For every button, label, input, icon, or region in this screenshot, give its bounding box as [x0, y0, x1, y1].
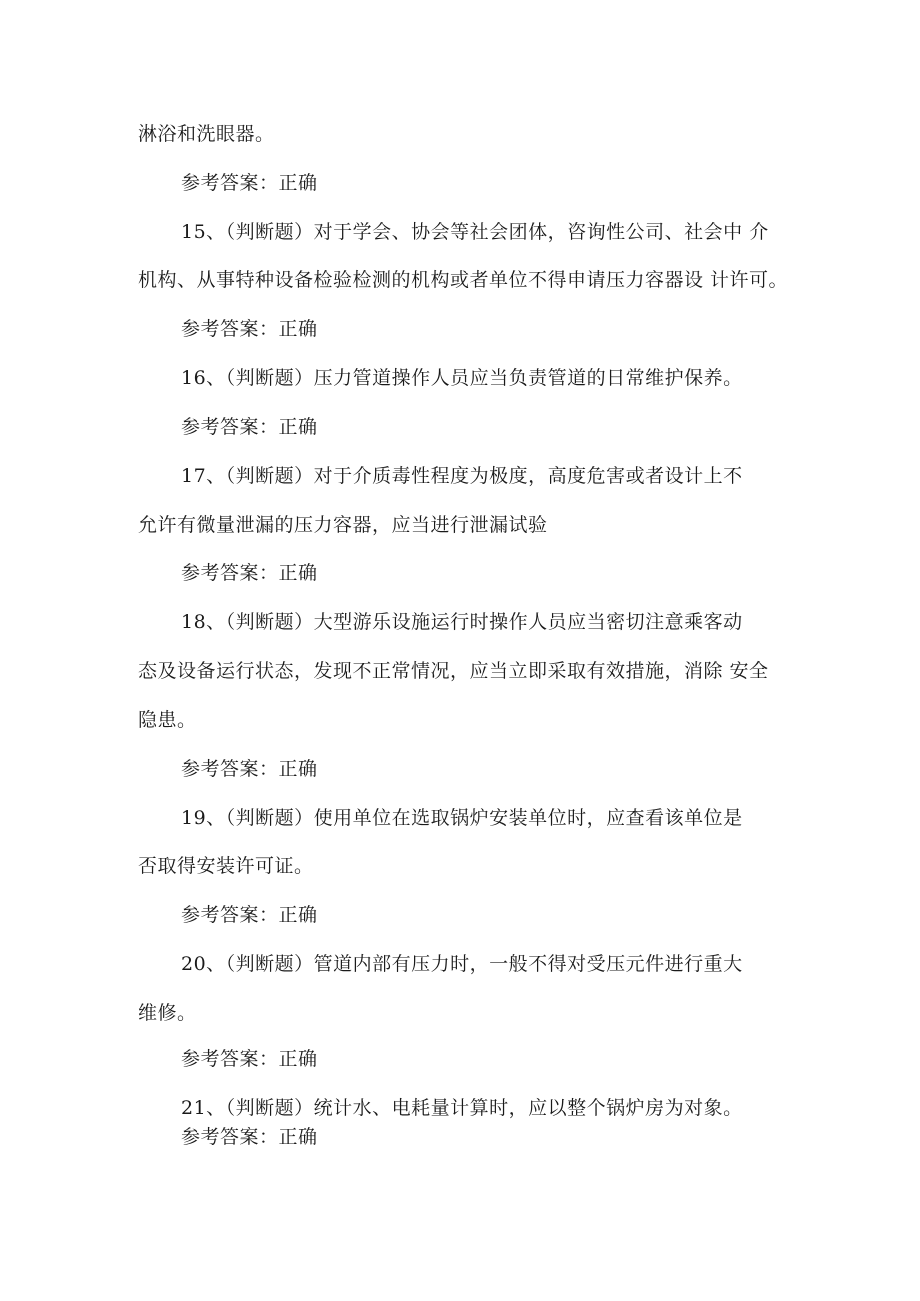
question-19-line-2: 否取得安装许可证。 [138, 855, 314, 877]
answer-20: 参考答案：正确 [181, 1048, 318, 1070]
answer-19: 参考答案：正确 [181, 904, 318, 926]
answer-17: 参考答案：正确 [181, 562, 318, 584]
question-16: 16、（判断题）压力管道操作人员应当负责管道的日常维护保养。 [181, 367, 743, 389]
answer-16: 参考答案：正确 [181, 416, 318, 438]
question-15-line-2: 机构、从事特种设备检验检测的机构或者单位不得申请压力容器设 计许可。 [138, 269, 789, 291]
question-20-line-1: 20、（判断题）管道内部有压力时，一般不得对受压元件进行重大 [181, 953, 743, 975]
answer-14: 参考答案：正确 [181, 172, 318, 194]
question-18-line-2: 态及设备运行状态，发现不正常情况，应当立即采取有效措施，消除 安全 [138, 660, 769, 682]
prev-question-tail: 淋浴和洗眼器。 [138, 123, 275, 145]
question-15-line-1: 15、（判断题）对于学会、协会等社会团体，咨询性公司、社会中 介 [181, 221, 769, 243]
question-21: 21、（判断题）统计水、电耗量计算时，应以整个锅炉房为对象。 [181, 1097, 743, 1119]
question-20-line-2: 维修。 [138, 1002, 197, 1024]
question-17-line-2: 允许有微量泄漏的压力容器，应当进行泄漏试验 [138, 514, 548, 536]
question-18-line-3: 隐患。 [138, 709, 197, 731]
answer-21: 参考答案：正确 [181, 1126, 318, 1148]
question-19-line-1: 19、（判断题）使用单位在选取锅炉安装单位时，应查看该单位是 [181, 807, 743, 829]
answer-18: 参考答案：正确 [181, 758, 318, 780]
question-17-line-1: 17、（判断题）对于介质毒性程度为极度，高度危害或者设计上不 [181, 465, 743, 487]
question-18-line-1: 18、（判断题）大型游乐设施运行时操作人员应当密切注意乘客动 [181, 611, 743, 633]
answer-15: 参考答案：正确 [181, 318, 318, 340]
